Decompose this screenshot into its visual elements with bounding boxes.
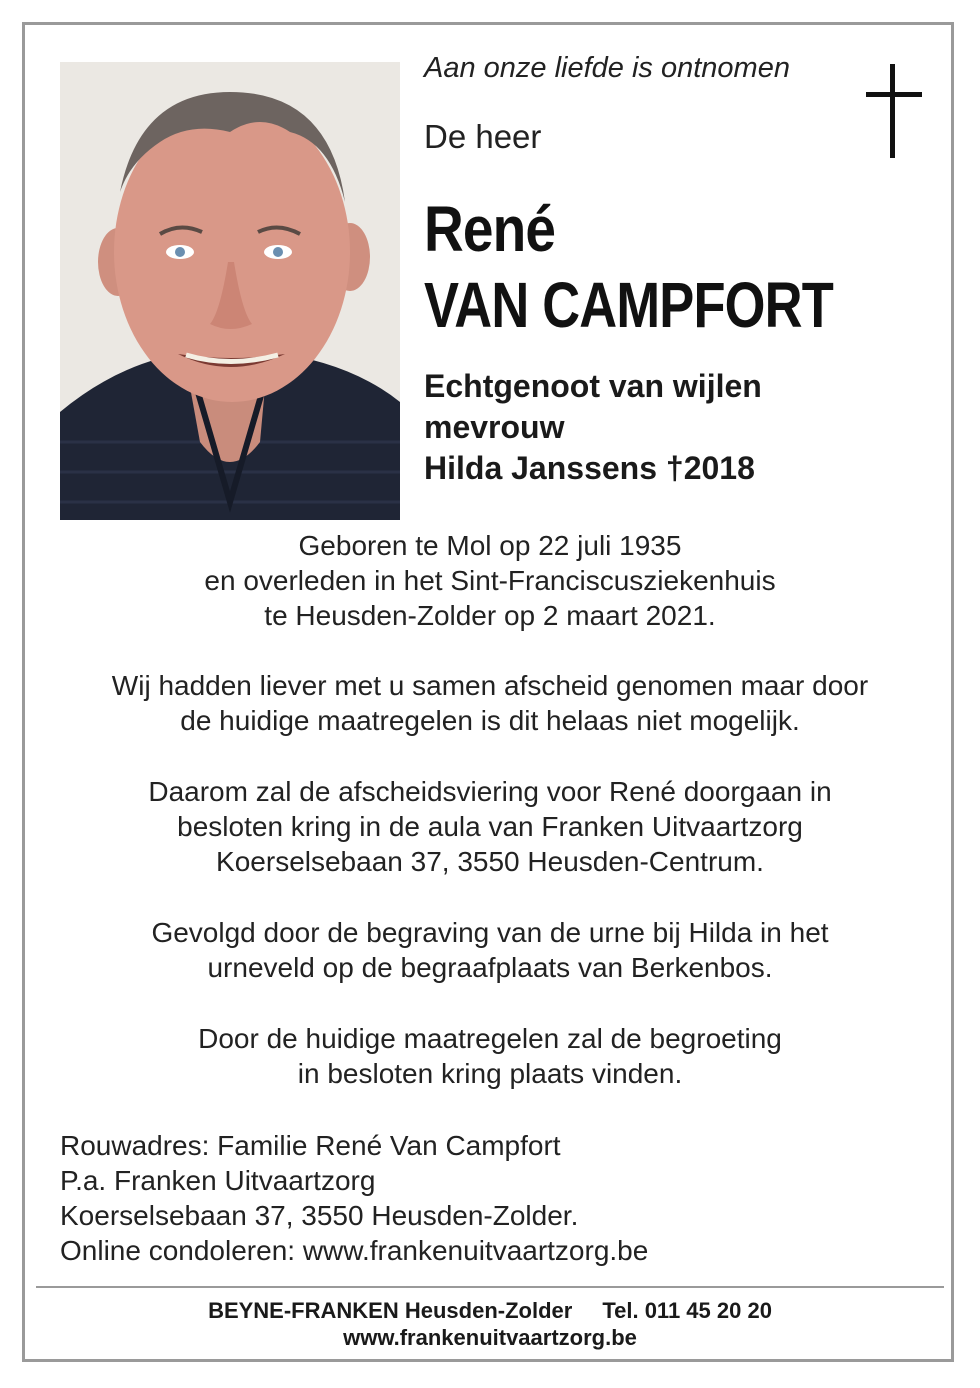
phone-number: Tel. 011 45 20 20 [602, 1298, 772, 1323]
address-line: Koerselsebaan 37, 3550 Heusden-Zolder. [60, 1200, 579, 1231]
text-line: Daarom zal de afscheidsviering voor René doorgaan in [148, 776, 832, 807]
address-line: P.a. Franken Uitvaartzorg [60, 1165, 376, 1196]
portrait-photo [60, 62, 400, 520]
text-line: Geboren te Mol op 22 juli 1935 [298, 530, 682, 561]
company-name: BEYNE-FRANKEN Heusden-Zolder [208, 1298, 573, 1323]
text-line: Koerselsebaan 37, 3550 Heusden-Centrum. [216, 846, 764, 877]
ceremony-paragraph [40, 774, 940, 879]
deceased-last-name: VAN CAMPFORT [424, 269, 834, 341]
text-line: besloten kring in de aula van Franken Uitvaartzorg [177, 811, 803, 842]
website-link[interactable]: www.frankenuitvaartzorg.be [343, 1325, 637, 1350]
mourning-address [60, 1128, 648, 1268]
text-line: Door de huidige maatregelen zal de begroeting [198, 1023, 782, 1054]
burial-paragraph [40, 915, 940, 985]
text-line: en overleden in het Sint-Franciscusziekenhuis [204, 565, 776, 596]
text-line: Gevolgd door de begraving van de urne bij Hilda in het [151, 917, 829, 948]
text-line: Wij hadden liever met u samen afscheid genomen maar door [111, 670, 869, 701]
deceased-first-name: René [424, 193, 556, 265]
greeting-paragraph [40, 1021, 940, 1091]
spouse-info [424, 366, 762, 489]
spouse-line: mevrouw [424, 409, 565, 445]
text-line: urneveld op de begraafplaats van Berkenbos. [207, 952, 773, 983]
address-line: Rouwadres: Familie René Van Campfort [60, 1130, 561, 1161]
farewell-paragraph [40, 668, 940, 738]
spouse-line: Echtgenoot van wijlen [424, 368, 762, 404]
text-line: in besloten kring plaats vinden. [297, 1058, 683, 1089]
footer-divider [36, 1286, 944, 1288]
spouse-line: Hilda Janssens †2018 [424, 450, 755, 486]
intro-line: Aan onze liefde is ontnomen [424, 52, 790, 84]
text-line: te Heusden-Zolder op 2 maart 2021. [264, 600, 716, 631]
birth-death-paragraph [40, 528, 940, 633]
text-line: de huidige maatregelen is dit helaas niet mogelijk. [180, 705, 800, 736]
condolence-link[interactable]: Online condoleren: www.frankenuitvaartzorg.be [60, 1235, 649, 1266]
cross-icon [866, 64, 922, 158]
footer [40, 1297, 940, 1351]
title-prefix: De heer [424, 118, 542, 155]
